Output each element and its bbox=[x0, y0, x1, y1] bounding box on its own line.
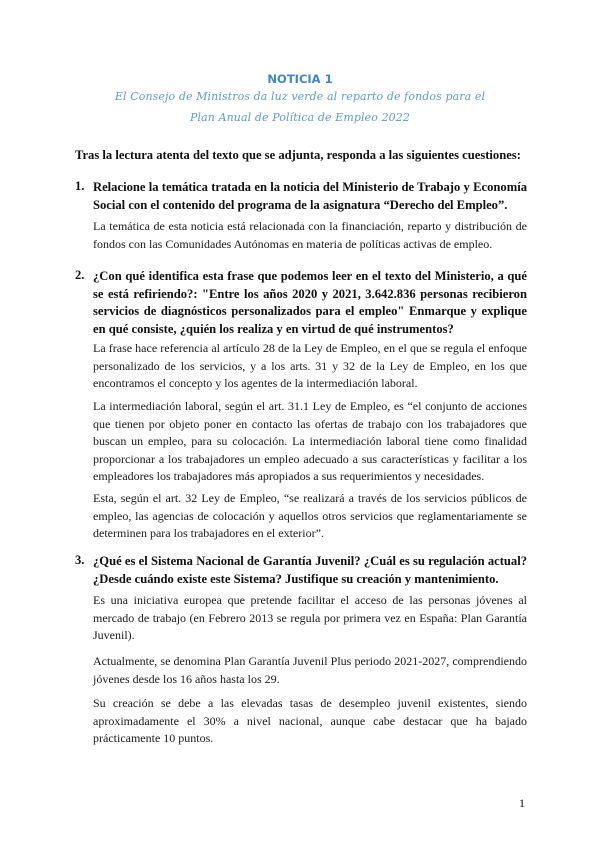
intro-text: Tras la lectura atenta del texto que se adjunta, responda a las siguientes cuestiones: bbox=[75, 148, 521, 162]
answer-paragraph: La frase hace referencia al artículo 28 de la Ley de Empleo, en el que se regula el enfoque personalizado de los servicios, y a los arts. 31 y 32 de la Ley de Empleo, en los que encontramos el concepto y los agentes de la intermediación laboral. bbox=[93, 341, 527, 390]
subtitle-line-2: Plan Anual de Política de Empleo 2022 bbox=[190, 111, 410, 124]
question-text: ¿Con qué identifica esta frase que podemos leer en el texto del Ministerio, a qué se está refiriendo?: "Entre los años 2020 y 2021, 3.642.836 personas recibieron servicios de diagnósticos personalizados para el empleo" Enmarque y explique en qué consiste, ¿quién los realiza y en virtud de qué instrumentos? bbox=[93, 269, 527, 336]
question-text: ¿Qué es el Sistema Nacional de Garantía Juvenil? ¿Cuál es su regulación actual? ¿Desde cuándo existe este Sistema? Justifique su creación y mantenimiento. bbox=[93, 554, 527, 586]
question-number: 2. bbox=[75, 268, 85, 282]
subtitle-line-1: El Consejo de Ministros da luz verde al reparto de fondos para el bbox=[114, 90, 486, 103]
question-text: Relacione la temática tratada en la noticia del Ministerio de Trabajo y Economía Social con el contenido del programa de la asignatura “Derecho del Empleo”. bbox=[93, 180, 527, 212]
answer-paragraph: Es una iniciativa europea que pretende facilitar el acceso de las personas jóvenes al mercado de trabajo (en Febrero 2013 se regula por primera vez en España: Plan Garantía Juvenil). bbox=[93, 593, 527, 642]
page-number: 1 bbox=[519, 796, 525, 810]
answer-paragraph: La intermediación laboral, según el art. 31.1 Ley de Empleo, es “el conjunto de acciones que tienen por objeto poner en contacto las ofertas de trabajo con los trabajadores que buscan un empleo, para su colocación. La intermediación laboral tiene como finalidad proporcionar a los trabajadores un empleo adecuado a sus características y facilitar a los empleadores los trabajadores más apropiados a sus requerimientos y necesidades. bbox=[93, 399, 527, 483]
answer-paragraph: Actualmente, se denomina Plan Garantía Juvenil Plus periodo 2021-2027, comprendiendo jóvenes desde los 16 años hasta los 29. bbox=[93, 654, 527, 686]
answer-paragraph: La temática de esta noticia está relacionada con la financiación, reparto y distribución de fondos con las Comunidades Autónomas en materia de políticas activas de empleo. bbox=[93, 219, 527, 251]
answer-paragraph: Su creación se debe a las elevadas tasas de desempleo juvenil existentes, siendo aproximadamente el 30% a nivel nacional, aunque cabe destacar que ha bajado prácticamente 10 puntos. bbox=[93, 696, 527, 745]
question-number: 3. bbox=[75, 553, 85, 567]
page-title: NOTICIA 1 bbox=[267, 72, 333, 86]
question-number: 1. bbox=[75, 179, 85, 193]
answer-paragraph: Esta, según el art. 32 Ley de Empleo, “se realizará a través de los servicios públicos de empleo, las agencias de colocación y aquellos otros servicios que reglamentariamente se determinen para los trabajadores en el exterior”. bbox=[93, 491, 527, 540]
